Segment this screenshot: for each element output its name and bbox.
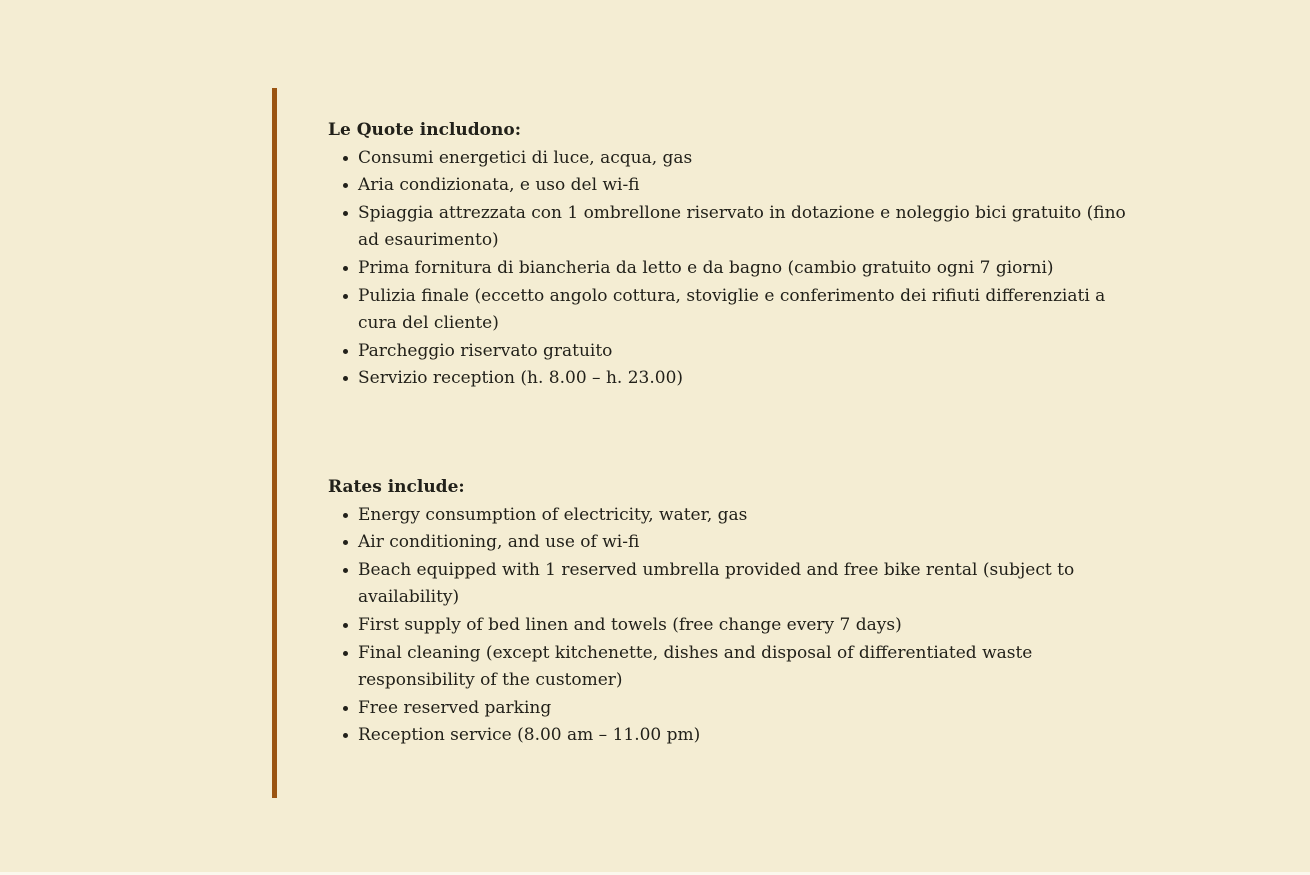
list-item: Servizio reception (h. 8.00 – h. 23.00): [358, 365, 1140, 393]
list-item: Parcheggio riservato gratuito: [358, 338, 1140, 366]
list-item: Reception service (8.00 am – 11.00 pm): [358, 722, 1140, 750]
list-item: Pulizia finale (eccetto angolo cottura, stoviglie e conferimento dei rifiuti differenziati a cura del cliente): [358, 283, 1140, 338]
list-item: First supply of bed linen and towels (free change every 7 days): [358, 612, 1140, 640]
english-rates-list: [328, 502, 1140, 750]
list-item: Air conditioning, and use of wi-fi: [358, 529, 1140, 557]
section-heading-italian: Le Quote includono:: [328, 120, 521, 140]
rates-info-content: [328, 117, 1140, 750]
list-item: Prima fornitura di biancheria da letto e da bagno (cambio gratuito ogni 7 giorni): [358, 255, 1140, 283]
section-heading-english: Rates include:: [328, 476, 465, 497]
list-item: Free reserved parking: [358, 695, 1140, 723]
list-item: Consumi energetici di luce, acqua, gas: [358, 145, 1140, 173]
list-item: Beach equipped with 1 reserved umbrella provided and free bike rental (subject to availability): [358, 557, 1140, 612]
list-item: Energy consumption of electricity, water, gas: [358, 502, 1140, 530]
section-italian-rates: [328, 117, 1140, 393]
list-item: Aria condizionata, e uso del wi-fi: [358, 172, 1140, 200]
list-item: Final cleaning (except kitchenette, dishes and disposal of differentiated waste responsibility of the customer): [358, 640, 1140, 695]
list-item: Spiaggia attrezzata con 1 ombrellone riservato in dotazione e noleggio bici gratuito (fino ad esaurimento): [358, 200, 1140, 255]
italian-rates-list: [328, 145, 1140, 393]
vertical-accent-line: [272, 88, 277, 798]
section-english-rates: [328, 474, 1140, 750]
